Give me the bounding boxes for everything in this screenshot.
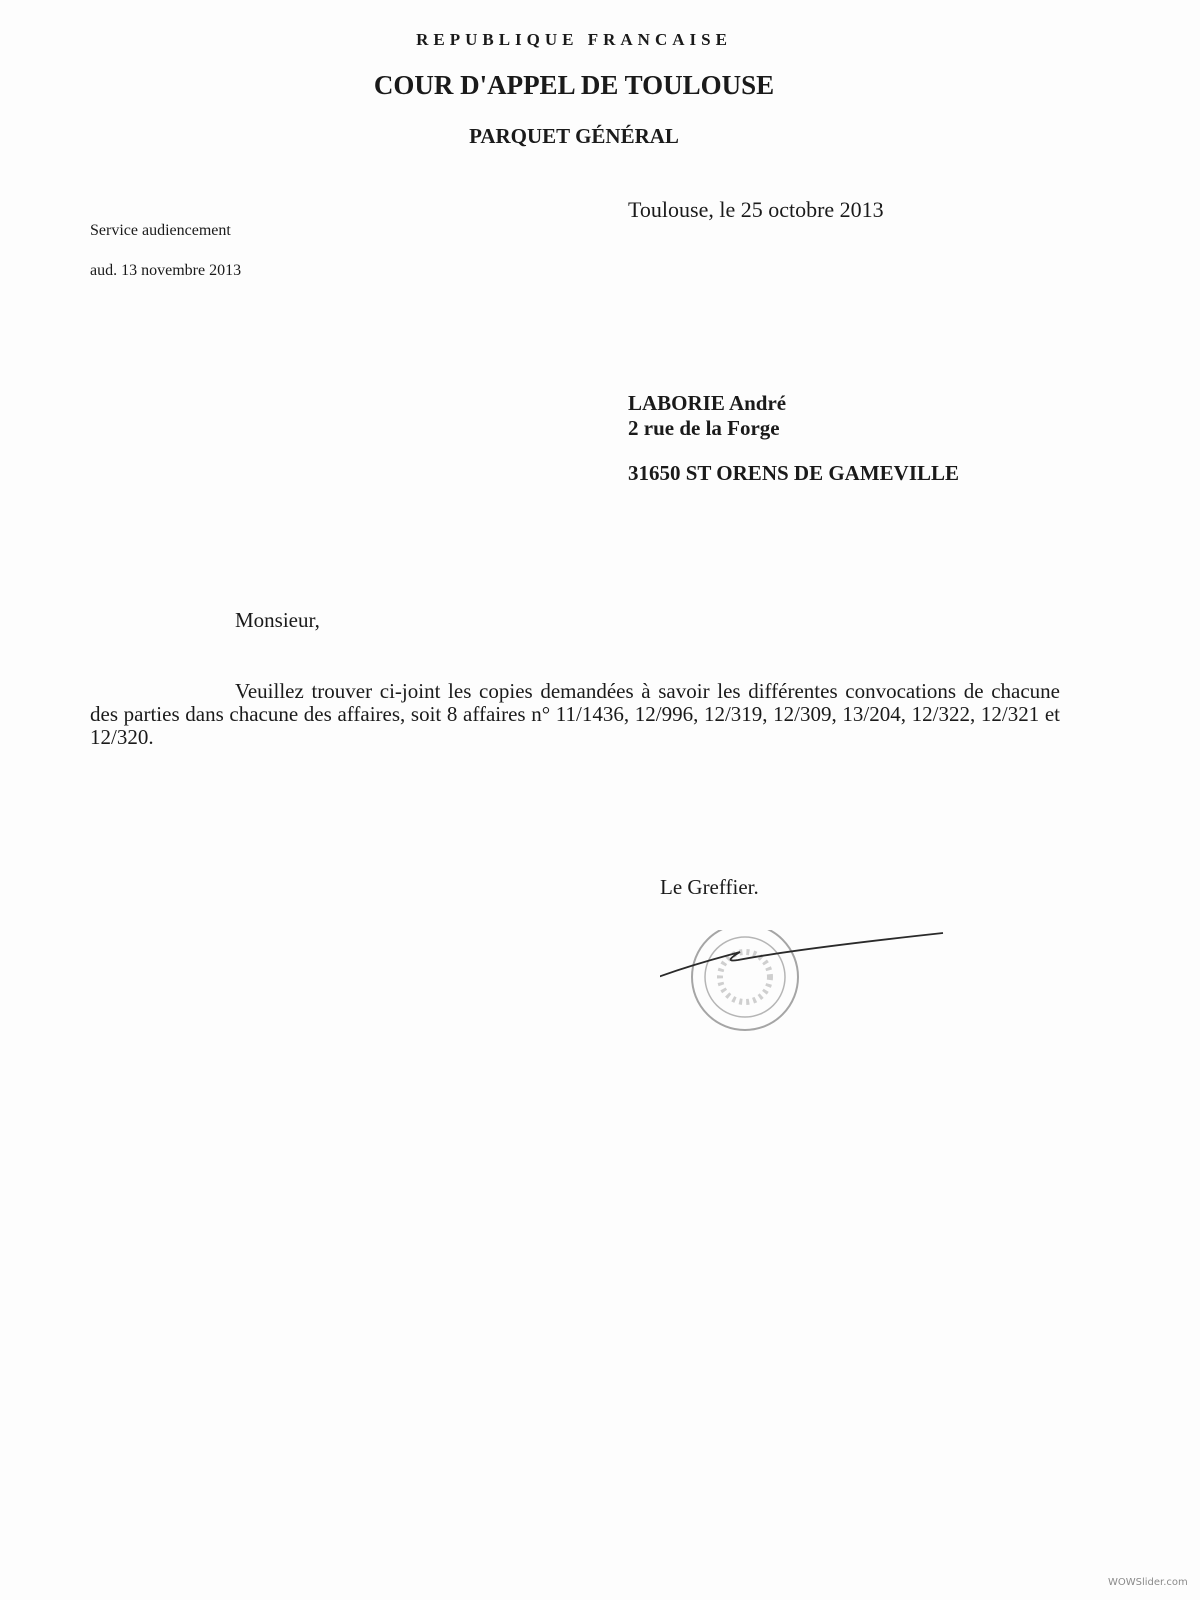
office-heading: PARQUET GÉNÉRAL bbox=[469, 124, 679, 148]
letter-body: Veuillez trouver ci-joint les copies demandées à savoir les différentes convocations de chacune des parties dans chacune des affaires, soit 8 affaires n° 11/1436, 12/996, 12/319, 12/309, 13/204, 12/322, 12/321 et 12/320. bbox=[90, 679, 1060, 749]
place-date: Toulouse, le 25 octobre 2013 bbox=[628, 197, 884, 222]
recipient-city: 31650 ST ORENS DE GAMEVILLE bbox=[628, 461, 960, 485]
signature-title: Le Greffier. bbox=[660, 875, 759, 899]
court-heading: COUR D'APPEL DE TOULOUSE bbox=[373, 70, 775, 100]
recipient-name: LABORIE André bbox=[628, 391, 787, 415]
republic-heading: REPUBLIQUE FRANCAISE bbox=[416, 30, 732, 49]
seal-and-signature-icon bbox=[660, 930, 960, 1050]
service-label: Service audiencement bbox=[90, 222, 231, 239]
hearing-date: aud. 13 novembre 2013 bbox=[90, 262, 242, 279]
official-seal-icon bbox=[660, 930, 960, 1050]
watermark: WOWSlider.com bbox=[1108, 1577, 1188, 1588]
salutation: Monsieur, bbox=[235, 608, 320, 632]
recipient-street: 2 rue de la Forge bbox=[628, 416, 780, 440]
